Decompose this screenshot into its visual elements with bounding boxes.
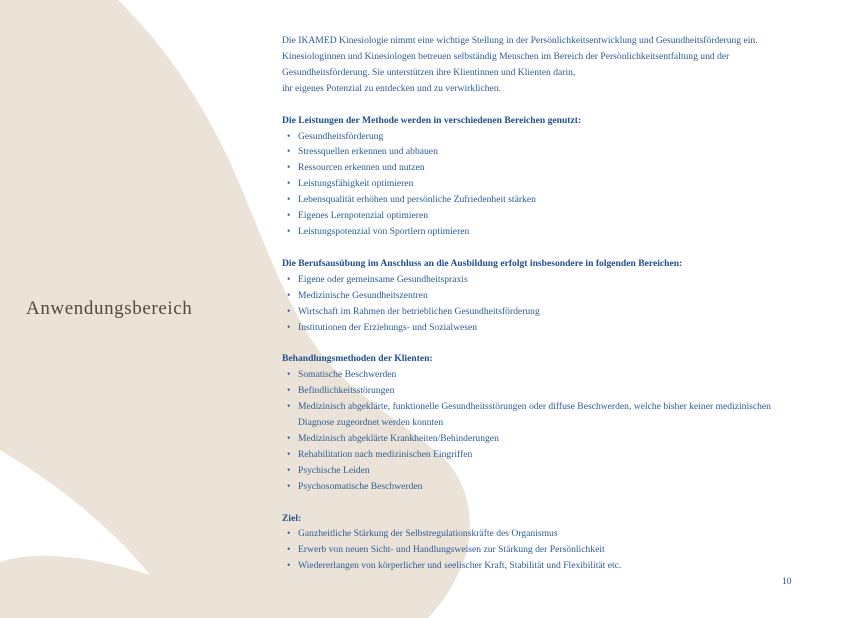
list-item: • Eigene oder gemeinsame Gesundheitspraxis — [282, 272, 802, 288]
section-berufsausuebung — [282, 256, 802, 336]
list-item: • Befindlichkeitsstörungen — [282, 383, 802, 399]
bullet-list — [282, 272, 802, 336]
list-item: • Institutionen der Erziehungs- und Sozialwesen — [282, 320, 802, 336]
intro-line: ihr eigenes Potenzial zu entdecken und zu verwirklichen. — [282, 82, 501, 94]
intro-line: Kinesiologinnen und Kinesiologen betreuen selbständig Menschen im Bereich der Persönlichkeitsentfaltung und der — [282, 50, 730, 62]
list-item: • Medizinische Gesundheitszentren — [282, 288, 802, 304]
intro-line: Gesundheitsförderung. Sie unterstützen ihre Klientinnen und Klienten darin, — [282, 66, 576, 78]
main-content — [282, 33, 802, 574]
section-heading: Die Berufsausübung im Anschluss an die Ausbildung erfolgt insbesondere in folgenden Bereichen: — [282, 257, 683, 269]
list-item: • Eigenes Lernpotenzial optimieren — [282, 208, 802, 224]
bullet-list — [282, 367, 802, 494]
list-item: • Psychische Leiden — [282, 463, 802, 479]
list-item: • Medizinisch abgeklärte, funktionelle Gesundheitsstörungen oder diffuse Beschwerden, welche bisher keiner medizinischen Diagnose zugeordnet werden konnten — [282, 399, 802, 431]
list-item: • Leistungsfähigkeit optimieren — [282, 176, 802, 192]
list-item: • Wiedererlangen von körperlicher und seelischer Kraft, Stabilität und Flexibilität etc. — [282, 558, 802, 574]
intro-paragraph — [282, 33, 802, 97]
list-item: • Psychosomatische Beschwerden — [282, 479, 802, 495]
list-item: • Ressourcen erkennen und nutzen — [282, 160, 802, 176]
list-item: • Lebensqualität erhöhen und persönliche Zufriedenheit stärken — [282, 192, 802, 208]
page-title: Anwendungsbereich — [26, 298, 193, 319]
section-heading: Die Leistungen der Methode werden in verschiedenen Bereichen genutzt: — [282, 114, 582, 126]
list-item: • Somatische Beschwerden — [282, 367, 802, 383]
bullet-list — [282, 129, 802, 240]
bullet-list — [282, 526, 802, 574]
list-item: • Ganzheitliche Stärkung der Selbstregulationskräfte des Organismus — [282, 526, 802, 542]
section-heading: Behandlungsmethoden der Klienten: — [282, 353, 433, 365]
intro-line: Die IKAMED Kinesiologie nimmt eine wichtige Stellung in der Persönlichkeitsentwicklung und Gesundheitsförderung ein. — [282, 35, 758, 46]
section-leistungen — [282, 113, 802, 240]
list-item: • Rehabilitation nach medizinischen Eingriffen — [282, 447, 802, 463]
list-item: • Gesundheitsförderung — [282, 129, 802, 145]
list-item: • Stressquellen erkennen und abbauen — [282, 144, 802, 160]
list-item: • Wirtschaft im Rahmen der betrieblichen Gesundheitsförderung — [282, 304, 802, 320]
list-item: • Leistungspotenzial von Sportlern optimieren — [282, 224, 802, 240]
section-heading: Ziel: — [282, 512, 302, 524]
page-number: 10 — [782, 576, 792, 587]
section-ziel — [282, 511, 802, 575]
section-behandlungsmethoden — [282, 351, 802, 494]
list-item: • Erwerb von neuen Sicht- und Handlungsweisen zur Stärkung der Persönlichkeit — [282, 542, 802, 558]
list-item: • Medizinisch abgeklärte Krankheiten/Behinderungen — [282, 431, 802, 447]
